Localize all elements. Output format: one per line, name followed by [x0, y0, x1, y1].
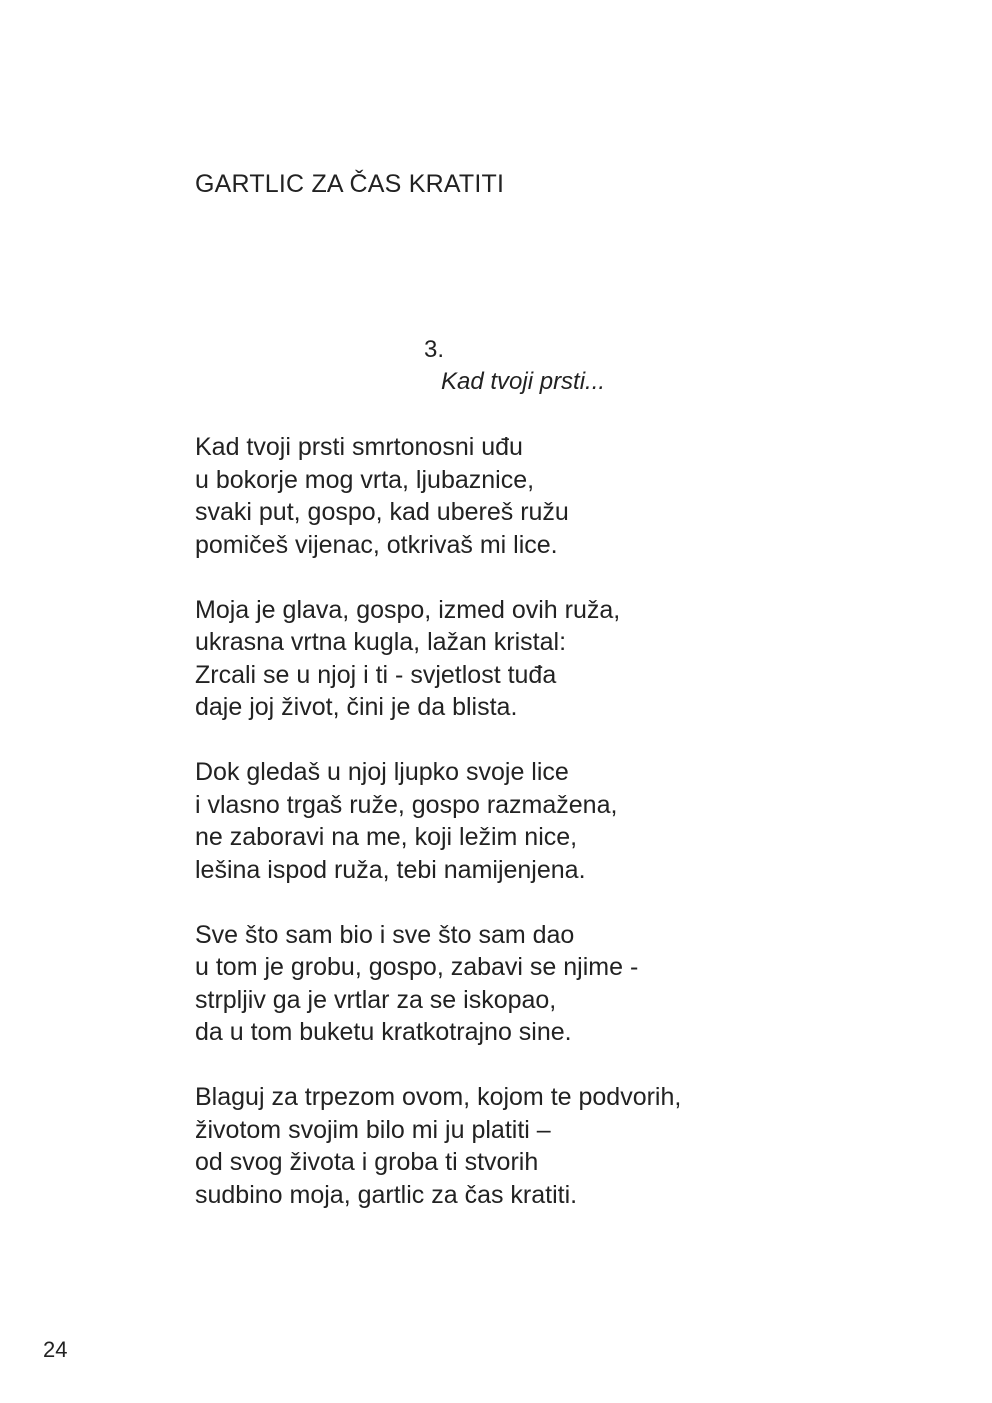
poem-title: Kad tvoji prsti... — [441, 368, 606, 395]
verse-line: Blaguj za trpezom ovom, kojom te podvorih, — [195, 1083, 682, 1111]
verse-line: daje joj život, čini je da blista. — [195, 693, 518, 721]
page-number: 24 — [43, 1337, 68, 1362]
verse-line: u tom je grobu, gospo, zabavi se njime - — [195, 953, 639, 981]
verse-line: da u tom buketu kratkotrajno sine. — [195, 1018, 572, 1046]
running-header: GARTLIC ZA ČAS KRATITI — [195, 170, 505, 198]
verse-line: Kad tvoji prsti smrtonosni uđu — [195, 433, 523, 461]
verse-line: od svog života i groba ti stvorih — [195, 1148, 539, 1176]
verse-line: u bokorje mog vrta, ljubaznice, — [195, 465, 535, 494]
stanza-4 — [195, 919, 835, 1049]
poem-number: 3. — [424, 336, 445, 363]
verse-line: svaki put, gospo, kad ubereš ružu — [195, 498, 569, 526]
verse-line: i vlasno trgaš ruže, gospo razmažena, — [195, 790, 618, 819]
poem-body — [195, 431, 835, 1244]
verse-line: ukrasna vrtna kugla, lažan kristal: — [195, 628, 567, 656]
verse-line: Moja je glava, gospo, izmed ovih ruža, — [195, 595, 621, 624]
verse-line: pomičeš vijenac, otkrivaš mi lice. — [195, 530, 558, 559]
verse-line: strpljiv ga je vrtlar za se iskopao, — [195, 985, 557, 1014]
stanza-1 — [195, 431, 835, 561]
verse-line: Zrcali se u njoj i ti - svjetlost tuđa — [195, 660, 557, 689]
verse-line: Sve što sam bio i sve što sam dao — [195, 920, 575, 949]
verse-line: ne zaboravi na me, koji ležim nice, — [195, 823, 578, 851]
verse-line: Dok gledaš u njoj ljupko svoje lice — [195, 758, 569, 786]
stanza-5 — [195, 1081, 835, 1211]
verse-line: životom svojim bilo mi ju platiti – — [195, 1115, 551, 1144]
verse-line: lešina ispod ruža, tebi namijenjena. — [195, 855, 586, 884]
verse-line: sudbino moja, gartlic za čas kratiti. — [195, 1180, 578, 1209]
stanza-2 — [195, 594, 835, 724]
stanza-3 — [195, 756, 835, 886]
